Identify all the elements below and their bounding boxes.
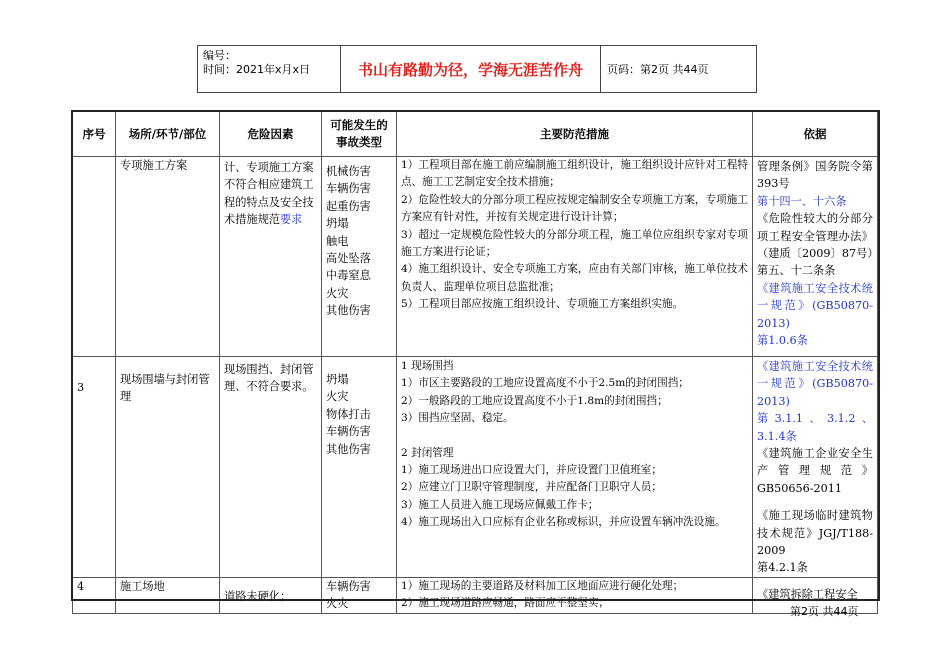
measure-item: 1）市区主要路段的工地应设置高度不小于2.5m的封闭围挡；	[401, 377, 689, 390]
basis-link[interactable]: 《建筑施工安全技术统一规范》(GB50870-2013)	[757, 360, 873, 408]
basis-link[interactable]: 《建筑施工安全技术统一规范》(GB50870-2013)	[757, 281, 873, 330]
measure-item: 2）危险性较大的分部分项工程应按规定编制安全专项施工方案，专项施工方案应有针对性，并按有关规定进行设计计算；	[401, 193, 748, 224]
accident-item: 火灾	[326, 390, 349, 404]
row-no: 3	[73, 357, 116, 578]
row-measures	[397, 357, 753, 578]
basis-text: 《建筑施工企业安全生产管理规范》GB50656-2011	[757, 447, 873, 495]
accident-item: 车辆伤害	[326, 425, 371, 439]
basis-spacer	[757, 497, 873, 507]
accident-item: 坍塌	[326, 373, 349, 386]
accident-item: 车辆伤害	[326, 182, 371, 196]
measure-item: 1 现场围挡	[401, 360, 454, 372]
accident-item: 机械伤害	[326, 165, 371, 178]
row-no	[73, 157, 116, 357]
row-place: 现场围墙与封闭管理	[116, 357, 220, 578]
measure-item: 2）施工现场道路应畅通，路面应平整坚实；	[401, 597, 610, 610]
hazard-link-text: 要求	[279, 213, 303, 227]
col-header-no: 序号	[73, 112, 116, 157]
row-place	[116, 157, 220, 357]
measure-item: 1）工程项目部在施工前应编制施工组织设计，施工组织设计应针对工程特点、施工工艺制定安全技术措施；	[401, 159, 748, 189]
hazard-line: 计、专项施工方案	[224, 161, 314, 174]
measure-item: 4）施工现场出入口应标有企业名称或标识，并应设置车辆冲洗设施。	[401, 516, 726, 529]
row-no: 4	[73, 577, 116, 613]
basis-text: 《危险性较大的分部分项工程安全管理办法》（建质〔2009〕87号）第五、十二条条	[757, 212, 873, 278]
measure-spacer	[401, 428, 748, 445]
measure-item: 1）施工现场的主要道路及材料加工区地面应进行硬化处理；	[401, 579, 684, 592]
header-meta	[198, 46, 341, 92]
table-header-row	[73, 112, 878, 157]
row-measures	[397, 577, 753, 613]
accident-item: 车辆伤害	[326, 579, 371, 593]
accident-item: 触电	[326, 234, 349, 248]
col-header-measures: 主要防范措施	[397, 112, 753, 157]
col-header-accident: 可能发生的事故类型	[322, 112, 397, 157]
row-basis	[753, 157, 878, 357]
basis-text: 《施工现场临时建筑物技术规范》JGJ/T188-2009	[757, 509, 873, 558]
basis-link[interactable]: 第1.0.6条	[757, 334, 808, 348]
row-hazard: 道路未硬化；	[220, 577, 322, 613]
page-header	[197, 45, 757, 93]
hazard-line-text: 术措施规范	[224, 213, 280, 227]
accident-item: 中毒窒息	[326, 269, 371, 283]
row-accidents	[322, 577, 397, 613]
time-label: 时间：2021年x月x日	[203, 63, 311, 76]
measure-item: 1）施工现场进出口应设置大门，并应设置门卫值班室；	[401, 464, 662, 477]
row-basis	[753, 357, 878, 578]
col-header-basis: 依据	[753, 112, 878, 157]
row-place: 施工场地	[116, 577, 220, 613]
page-footer: 第2页 共44页	[790, 605, 859, 618]
measure-item: 3）围挡应坚固、稳定。	[401, 412, 514, 425]
measure-item: 2）应建立门卫职守管理制度，并应配备门卫职守人员；	[401, 481, 662, 494]
table-row	[73, 577, 878, 613]
accident-item: 其他伤害	[326, 304, 371, 318]
basis-link[interactable]: 第十四一、十六条	[757, 194, 847, 208]
col-header-place: 场所/环节/部位	[116, 112, 220, 157]
accident-item: 其他伤害	[326, 442, 371, 456]
accident-item: 火灾	[326, 597, 349, 611]
hazard-line: 不符合相应建筑工	[224, 178, 314, 192]
table-row	[73, 157, 878, 357]
basis-text: 第4.2.1条	[757, 561, 808, 575]
measure-item: 2 封闭管理	[401, 446, 454, 459]
measure-item: 2）一般路段的工地应设置高度不小于1.8m的封闭围挡；	[401, 394, 668, 407]
accident-item: 火灾	[326, 286, 349, 300]
basis-text: 管理条例》国务院令第393号	[757, 160, 873, 191]
accident-item: 物体打击	[326, 407, 371, 421]
row-hazard	[220, 157, 322, 357]
page-code: 页码：第2页 共44页	[607, 63, 709, 76]
measure-item: 5）工程项目部应按施工组织设计、专项施工方案组织实施。	[401, 298, 684, 311]
accident-item: 起重伤害	[326, 199, 371, 213]
table-row	[73, 357, 878, 578]
measure-item: 4）施工组织设计、安全专项施工方案，应由有关部门审核，施工单位技术负责人、监理单位项目总监批准；	[401, 263, 748, 293]
number-label: 编号：	[203, 49, 236, 62]
basis-link[interactable]: 第3.1.1、3.1.2、3.1.4条	[757, 412, 873, 443]
basis-text: 《建筑拆除工程安全	[757, 587, 858, 601]
row-measures	[397, 157, 753, 357]
accident-item: 坍塌	[326, 217, 349, 231]
hazard-line: 程的特点及安全技	[224, 195, 314, 209]
col-header-hazard: 危险因素	[220, 112, 322, 157]
row-hazard: 现场围挡、封闭管理、不符合要求。	[220, 357, 322, 578]
accident-item: 高处坠落	[326, 252, 371, 266]
safety-table	[72, 111, 878, 614]
measure-item: 3）超过一定规模危险性较大的分部分项工程，施工单位应组织专家对专项施工方案进行论证；	[401, 228, 748, 259]
measure-item: 3）施工人员进入施工现场应佩戴工作卡；	[401, 498, 599, 511]
place-text: 专项施工方案	[120, 159, 188, 172]
hazard-line	[224, 211, 317, 228]
row-accidents	[322, 157, 397, 357]
row-accidents	[322, 357, 397, 578]
motto: 书山有路勤为径，学海无涯苦作舟	[341, 46, 601, 92]
